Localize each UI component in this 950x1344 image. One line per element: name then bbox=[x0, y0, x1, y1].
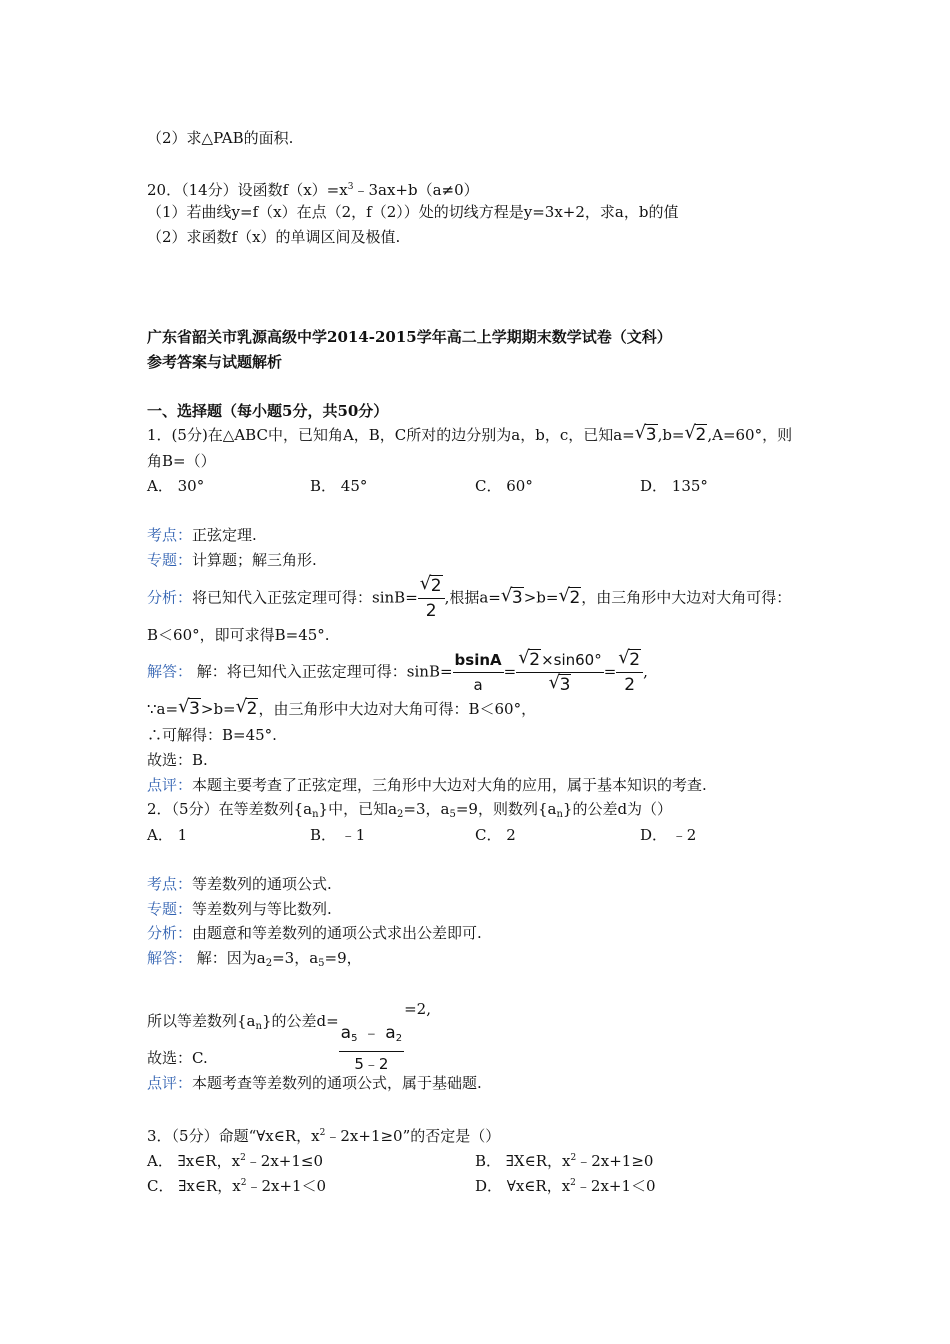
q1-option-c: C． 60° bbox=[475, 477, 533, 495]
fraction-sqrt2-over-2: √ 2 2 bbox=[418, 574, 445, 623]
fenxi-label: 分析： bbox=[147, 924, 193, 942]
q2-jieda: 解答： 解：因为$a_2=3$，$a_5=9$， bbox=[147, 949, 362, 969]
fraction-bsinA-over-a: $\frac{bsinA}{a}$ bbox=[453, 648, 504, 697]
zhuanti-label: 专题： bbox=[147, 551, 193, 569]
q19-part2: （2）求△PAB的面积. bbox=[147, 129, 294, 147]
q20-part2: （2）求函数f（x）的单调区间及极值. bbox=[147, 228, 401, 246]
q3-stem: 3．（5分）命题“∀x∈R，$x^2﹣2x+1\ge 0$”的否定是（） bbox=[147, 1127, 501, 1145]
section-heading: 一、选择题（每小题5分，共50分） bbox=[147, 402, 389, 420]
zhuanti-label: 专题： bbox=[147, 900, 193, 918]
jieda-label: 解答： bbox=[147, 662, 193, 681]
q2-option-c: C． 2 bbox=[475, 826, 516, 844]
q1-option-b: B． 45° bbox=[310, 477, 368, 495]
q1-zhuanti: 专题：计算题；解三角形. bbox=[147, 551, 317, 569]
q20-part1: （1）若曲线y=f（x）在点（2，f（2））处的切线方程是y=3x+2，求a，b的值 bbox=[147, 203, 679, 221]
q1-fenxi-line2: B＜60°，即可求得B=45°. bbox=[147, 626, 330, 644]
q1-option-d: D． 135° bbox=[640, 477, 708, 495]
fraction-sqrt2-sin60-over-sqrt3: √ 2×sin60° √ 3 bbox=[518, 647, 602, 695]
q2-suoyi: 所以等差数列$\{a_n\}$的公差d= $\frac{a_5 ﹣ a_2}{5﹣2}$ =2, bbox=[147, 986, 431, 1076]
dianping-label: 点评： bbox=[147, 776, 193, 794]
fraction-a5-minus-a2-over-5-minus-2: $\frac{a_5 ﹣ a_2}{5﹣2}$ bbox=[340, 1023, 403, 1073]
q1-kaodian: 考点：正弦定理. bbox=[147, 526, 257, 544]
q2-option-a: A． 1 bbox=[147, 826, 188, 844]
q3-option-d: D． ∀x∈R，$x^2﹣2x+1<0$ bbox=[475, 1177, 656, 1195]
q2-zhuanti: 专题：等差数列与等比数列. bbox=[147, 900, 332, 918]
fenxi-label: 分析： bbox=[147, 588, 193, 607]
q2-dianping: 点评：本题考查等差数列的通项公式，属于基础题. bbox=[147, 1074, 482, 1092]
sqrt-2: √ 2 bbox=[684, 422, 707, 445]
fraction-sqrt2-over-2-result: √ 2 2 bbox=[616, 648, 643, 697]
jieda-label: 解答： bbox=[147, 949, 193, 967]
q1-jieda: 解答： 解：将已知代入正弦定理可得：sinB= $\frac{bsinA}{a}$ = √ 2×sin60° √ 3 = √ 2 2 , bbox=[147, 647, 648, 695]
q2-kaodian: 考点：等差数列的通项公式. bbox=[147, 875, 332, 893]
q1-fenxi: 分析：将已知代入正弦定理可得：sinB= √ 2 2 ,根据a= √ 3>b= √ 2，由三角形中大边对大角可得： bbox=[147, 573, 792, 621]
q3-option-b: B． ∃X∈R，$x^2﹣2x+1\ge 0$ bbox=[475, 1152, 654, 1170]
dianping-label: 点评： bbox=[147, 1074, 193, 1092]
q2-stem: 2．（5分）在等差数列$\{a_n\}$中，已知$a_2=3$，$a_5=9$，则数列$\{a_n\}$的公差d为（） bbox=[147, 800, 673, 820]
sqrt-3: √ 3 bbox=[634, 422, 657, 445]
q1-therefore: ∴可解得：B=45°. bbox=[147, 726, 277, 744]
q1-answer: 故选：B. bbox=[147, 751, 208, 769]
q1-option-a: A． 30° bbox=[147, 477, 205, 495]
q1-because: ∵a= √ 3>b= √ 2，由三角形中大边对大角可得：B＜60°， bbox=[147, 696, 537, 719]
q1-stem: 1．(5分)在△ABC中，已知角A，B，C所对的边分别为a，b，c，已知a= √ 3,b= √ 2,A=60°，则 bbox=[147, 422, 793, 445]
q2-option-d: D． ﹣2 bbox=[640, 826, 697, 844]
q2-answer: 故选：C. bbox=[147, 1049, 208, 1067]
q2-fenxi: 分析：由题意和等差数列的通项公式求出公差即可. bbox=[147, 924, 482, 942]
q1-dianping: 点评：本题主要考查了正弦定理，三角形中大边对大角的应用，属于基本知识的考查. bbox=[147, 776, 707, 794]
q3-option-a: A． ∃x∈R，$x^2﹣2x+1\le 0$ bbox=[147, 1152, 324, 1170]
kaodian-label: 考点： bbox=[147, 526, 193, 544]
q2-option-b: B． ﹣1 bbox=[310, 826, 366, 844]
q3-option-c: C． ∃x∈R，$x^2﹣2x+1<0$ bbox=[147, 1177, 327, 1195]
document-subtitle: 参考答案与试题解析 bbox=[147, 353, 283, 371]
kaodian-label: 考点： bbox=[147, 875, 193, 893]
document-title: 广东省韶关市乳源高级中学2014-2015学年高二上学期期末数学试卷（文科） bbox=[147, 328, 672, 346]
q20-header: 20．（14分）设函数$f(x)=x^3﹣3ax+b(a\ne 0)$ bbox=[147, 181, 479, 199]
q1-stem-line2: 角B=（） bbox=[147, 452, 216, 470]
